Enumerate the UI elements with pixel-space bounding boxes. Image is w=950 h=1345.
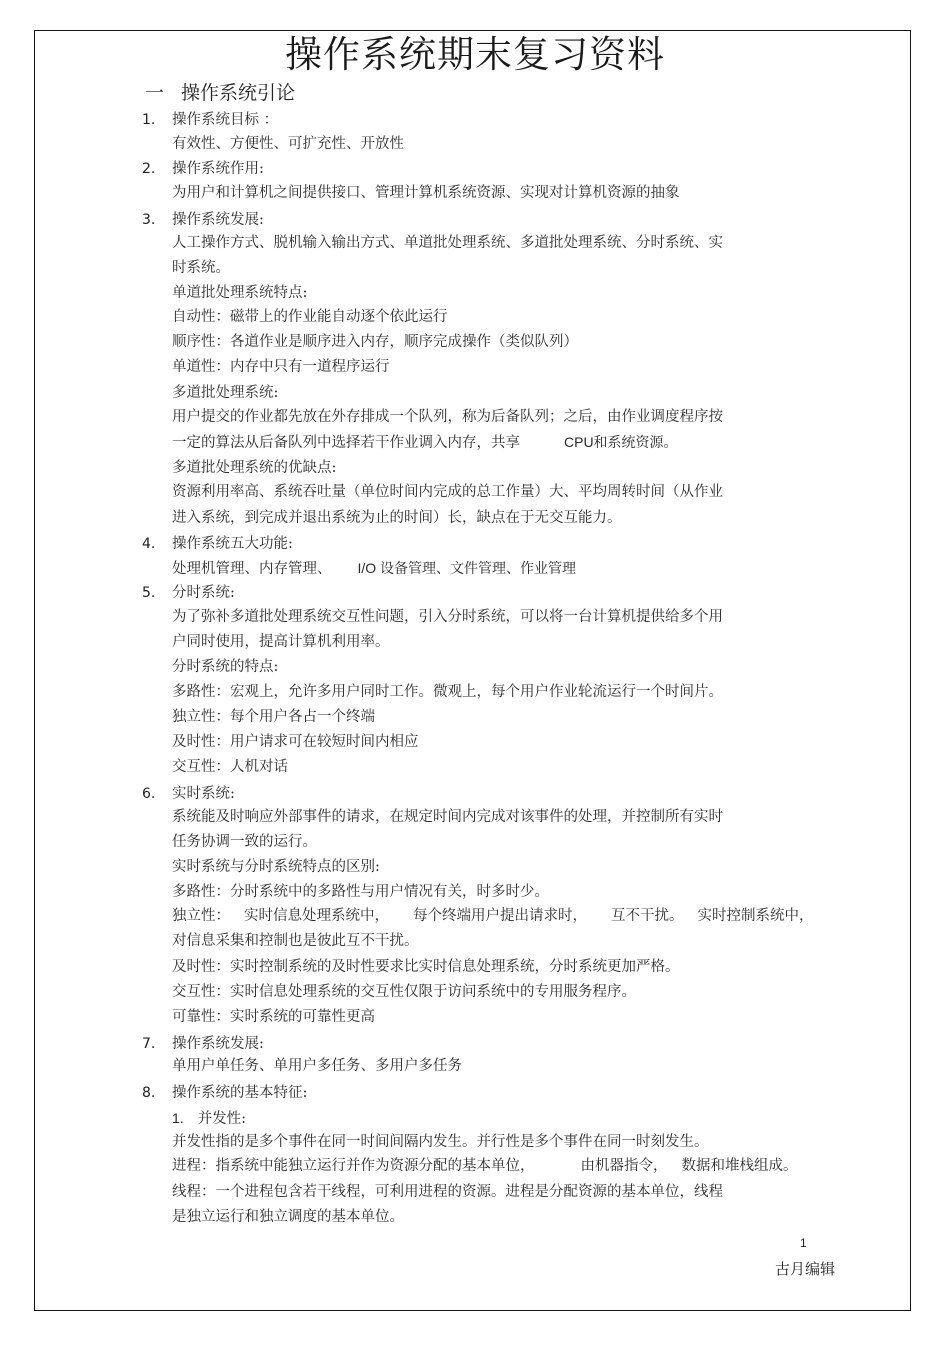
section-3-line: 进入系统，到完成并退出系统为止的时间）长，缺点在于无交互能力。 [172, 510, 622, 526]
section-4-text: I/O 设备管理、文件管理、作业管理 [357, 560, 577, 576]
section-8-number: 8. [142, 1085, 156, 1101]
section-7-number: 7. [142, 1036, 156, 1052]
section-6-text: 独立性： [172, 908, 230, 924]
section-6-text: 实时控制系统中， [697, 908, 814, 924]
section-6-text: 每个终端用户提出请求时， [413, 908, 587, 924]
section-6-line: 任务协调一致的运行。 [172, 834, 317, 850]
chapter-number: 一 [145, 82, 165, 104]
page-title: 操作系统期末复习资料 [285, 33, 665, 76]
section-3-line [172, 432, 678, 453]
section-6-line: 多路性：分时系统中的多路性与用户情况有关，时多时少。 [172, 884, 549, 900]
page-number: 1 [800, 1236, 807, 1250]
section-6-number: 6. [142, 786, 156, 802]
section-3-subheading: 单道批处理系统特点: [172, 285, 308, 301]
section-3-number: 3. [142, 212, 156, 228]
section-5-line: 交互性：人机对话 [172, 759, 288, 775]
section-3-line: 用户提交的作业都先放在外存排成一个队列，称为后备队列；之后，由作业调度程序按 [172, 409, 723, 425]
section-8-heading: 操作系统的基本特征: [172, 1085, 308, 1101]
section-8-text: 由机器指令， [580, 1158, 668, 1174]
section-8-text: 进程：指系统中能独立运行并作为资源分配的基本单位， [172, 1158, 535, 1174]
sub-number: 1. [172, 1110, 184, 1126]
section-5-line: 及时性：用户请求可在较短时间内相应 [172, 734, 419, 750]
section-7-heading: 操作系统发展: [172, 1036, 264, 1052]
section-6-line: 可靠性：实时系统的可靠性更高 [172, 1009, 375, 1025]
section-4-heading: 操作系统五大功能: [172, 536, 293, 552]
section-8-line [172, 1156, 798, 1176]
page-frame [34, 30, 911, 1311]
section-5-line: 多路性：宏观上，允许多用户同时工作。微观上，每个用户作业轮流运行一个时间片。 [172, 684, 723, 700]
section-6-text: 互不干扰。 [611, 908, 684, 924]
section-8-text: 数据和堆栈组成。 [681, 1158, 798, 1174]
section-1-heading: 操作系统目标 ： [172, 112, 279, 128]
section-5-number: 5. [142, 585, 156, 601]
chapter-title: 操作系统引论 [181, 82, 296, 104]
section-3-line: 时系统。 [172, 260, 230, 276]
section-6-heading: 实时系统: [172, 786, 235, 802]
section-3-line: 顺序性：各道作业是顺序进入内存，顺序完成操作（类似队列） [172, 334, 578, 350]
section-3-line: 资源利用率高、系统吞吐量（单位时间内完成的总工作量）大、平均周转时间（从作业 [172, 484, 723, 500]
section-5-line: 独立性：每个用户各占一个终端 [172, 709, 375, 725]
section-2-number: 2. [142, 161, 156, 177]
section-1-number: 1. [142, 112, 156, 128]
section-1-line: 有效性、方便性、可扩充性、开放性 [172, 136, 404, 152]
section-5-line: 为了弥补多道批处理系统交互性问题，引入分时系统，可以将一台计算机提供给多个用 [172, 609, 723, 625]
section-5-subheading: 分时系统的特点: [172, 659, 279, 675]
section-8-line: 并发性指的是多个事件在同一时间间隔内发生。并行性是多个事件在同一时刻发生。 [172, 1134, 709, 1150]
sub-title: 并发性: [197, 1111, 247, 1127]
section-3-text: 一定的算法从后备队列中选择若干作业调入内存，共享 [172, 435, 520, 451]
section-4-text: 处理机管理、内存管理、 [172, 561, 332, 577]
section-3-heading: 操作系统发展: [172, 212, 264, 228]
section-8-subheading [172, 1108, 246, 1129]
section-4-line [172, 558, 576, 579]
section-6-line: 系统能及时响应外部事件的请求，在规定时间内完成对该事件的处理，并控制所有实时 [172, 809, 723, 825]
section-3-subheading: 多道批处理系统的优缺点: [172, 460, 337, 476]
chapter-heading [145, 80, 295, 106]
section-2-line: 为用户和计算机之间提供接口、管理计算机系统资源、实现对计算机资源的抽象 [172, 185, 680, 201]
section-5-line: 户同时使用，提高计算机利用率。 [172, 634, 390, 650]
section-2-heading: 操作系统作用: [172, 161, 264, 177]
section-6-text: 实时信息处理系统中， [244, 908, 389, 924]
section-3-subheading: 多道批处理系统: [172, 385, 279, 401]
section-3-line: 人工操作方式、脱机输入输出方式、单道批处理系统、多道批处理系统、分时系统、实 [172, 235, 723, 251]
section-5-heading: 分时系统: [172, 585, 235, 601]
section-3-line: 单道性：内存中只有一道程序运行 [172, 359, 390, 375]
section-6-line: 交互性：实时信息处理系统的交互性仅限于访问系统中的专用服务程序。 [172, 984, 636, 1000]
section-6-line: 及时性：实时控制系统的及时性要求比实时信息处理系统，分时系统更加严格。 [172, 959, 680, 975]
section-8-line: 是独立运行和独立调度的基本单位。 [172, 1209, 404, 1225]
section-6-line [172, 906, 814, 926]
section-3-line: 自动性：磁带上的作业能自动逐个依此运行 [172, 309, 448, 325]
section-3-text: CPU和系统资源。 [564, 434, 678, 450]
section-4-number: 4. [142, 536, 156, 552]
section-6-subheading: 实时系统与分时系统特点的区别: [172, 859, 380, 875]
section-7-line: 单用户单任务、单用户多任务、多用户多任务 [172, 1058, 462, 1074]
footer-text: 古月编辑 [775, 1260, 836, 1278]
section-6-line: 对信息采集和控制也是彼此互不干扰。 [172, 933, 419, 949]
section-8-line: 线程：一个进程包含若干线程，可利用进程的资源。进程是分配资源的基本单位，线程 [172, 1184, 723, 1200]
